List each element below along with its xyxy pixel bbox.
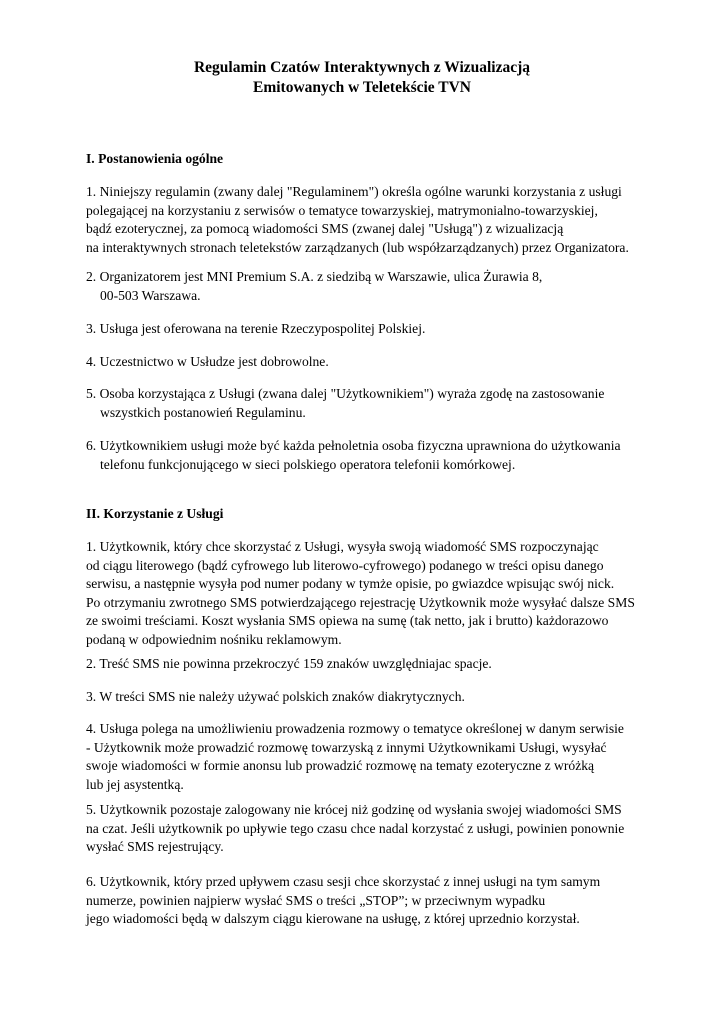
paragraph-line: bądź ezoterycznej, za pomocą wiadomości SMS (zwanej dalej "Usługą") z wizualizacją — [86, 221, 564, 237]
paragraph-1-6 — [86, 437, 621, 474]
paragraph-1-3 — [86, 320, 425, 339]
paragraph-line: 1. Niniejszy regulamin (zwany dalej "Regulaminem") określa ogólne warunki korzystania z usługi — [86, 184, 622, 199]
paragraph-line: na interaktywnych stronach teletekstów zarządzanych (lub współzarządzanych) przez Organizatora. — [86, 239, 629, 255]
paragraph-line: ze swoimi treściami. Koszt wysłania SMS opiewa na sumę (tak netto, jak i brutto) każdorazowo — [86, 613, 609, 629]
document-title — [0, 58, 724, 97]
paragraph-1-1 — [86, 183, 629, 257]
paragraph-line: 5. Osoba korzystająca z Usługi (zwana dalej "Użytkownikiem") wyraża zgodę na zastosowanie — [86, 386, 605, 401]
paragraph-line: 2. Organizatorem jest MNI Premium S.A. z siedzibą w Warszawie, ulica Żurawia 8, — [86, 269, 543, 284]
paragraph-1-5 — [86, 385, 604, 422]
paragraph-line: numerze, powinien najpierw wysłać SMS o treści „STOP”; w przeciwnym wypadku — [86, 892, 546, 908]
paragraph-line: 6. Użytkownik, który przed upływem czasu sesji chce skorzystać z innej usługi na tym samym — [86, 874, 601, 889]
section-heading-using-service: II. Korzystanie z Usługi — [86, 506, 224, 521]
paragraph-line: lub jej asystentką. — [86, 776, 184, 792]
paragraph-2-2 — [86, 655, 492, 674]
paragraph-line: - Użytkownik może prowadzić rozmowę towarzyską z innymi Użytkownikami Usługi, wysyłać — [86, 739, 607, 755]
paragraph-line: 6. Użytkownikiem usługi może być każda pełnoletnia osoba fizyczna uprawniona do użytkowania — [86, 438, 621, 453]
paragraph-2-6 — [86, 873, 600, 929]
paragraph-1-2 — [86, 268, 542, 305]
paragraph-line: podaną w odpowiednim nośniku reklamowym. — [86, 631, 342, 647]
paragraph-1-4 — [86, 353, 329, 372]
paragraph-line: 1. Użytkownik, który chce skorzystać z Usługi, wysyła swoją wiadomość SMS rozpoczynając — [86, 539, 599, 554]
paragraph-line: telefonu funkcjonującego w sieci polskiego operatora telefonii komórkowej. — [100, 456, 516, 472]
paragraph-line: wszystkich postanowień Regulaminu. — [100, 404, 306, 420]
paragraph-line: serwisu, a następnie wysyła pod numer podany w tymże opisie, po gwiazdce wpisując swój nick. — [86, 576, 615, 592]
paragraph-line: 4. Uczestnictwo w Usłudze jest dobrowolne. — [86, 354, 329, 369]
paragraph-line: 2. Treść SMS nie powinna przekroczyć 159 znaków uwzględniajac spacje. — [86, 656, 492, 671]
paragraph-line: na czat. Jeśli użytkownik po upływie tego czasu chce nadal korzystać z usługi, powinien ponownie — [86, 820, 625, 836]
paragraph-line: 00-503 Warszawa. — [100, 287, 201, 303]
paragraph-2-3 — [86, 688, 465, 707]
paragraph-line: 3. W treści SMS nie należy używać polskich znaków diakrytycznych. — [86, 689, 465, 704]
paragraph-2-5 — [86, 801, 624, 857]
paragraph-line: Po otrzymaniu zwrotnego SMS potwierdzającego rejestrację Użytkownik może wysyłać dalsze SMS — [86, 594, 635, 610]
title-line-2: Emitowanych w Teletekście TVN — [252, 78, 471, 96]
paragraph-line: 4. Usługa polega na umożliwieniu prowadzenia rozmowy o tematyce określonej w danym serwisie — [86, 721, 624, 736]
paragraph-line: od ciągu literowego (bądź cyfrowego lub literowo-cyfrowego) podanego w treści opisu danego — [86, 557, 604, 573]
paragraph-line: jego wiadomości będą w dalszym ciągu kierowane na usługę, z której uprzednio korzystał. — [86, 911, 580, 927]
paragraph-line: polegającej na korzystaniu z serwisów o tematyce towarzyskiej, matrymonialno-towarzyskiej, — [86, 202, 598, 218]
section-heading-general-provisions: I. Postanowienia ogólne — [86, 151, 224, 166]
paragraph-2-1 — [86, 538, 635, 650]
paragraph-2-4 — [86, 720, 624, 794]
paragraph-line: wysłać SMS rejestrujący. — [86, 839, 224, 855]
paragraph-line: 5. Użytkownik pozostaje zalogowany nie krócej niż godzinę od wysłania swojej wiadomości SMS — [86, 802, 622, 817]
paragraph-line: swoje wiadomości w formie anonsu lub prowadzić rozmowę na tematy ezoteryczne z wróżką — [86, 758, 595, 774]
paragraph-line: 3. Usługa jest oferowana na terenie Rzeczypospolitej Polskiej. — [86, 321, 426, 336]
title-line-1: Regulamin Czatów Interaktywnych z Wizualizacją — [193, 59, 531, 76]
